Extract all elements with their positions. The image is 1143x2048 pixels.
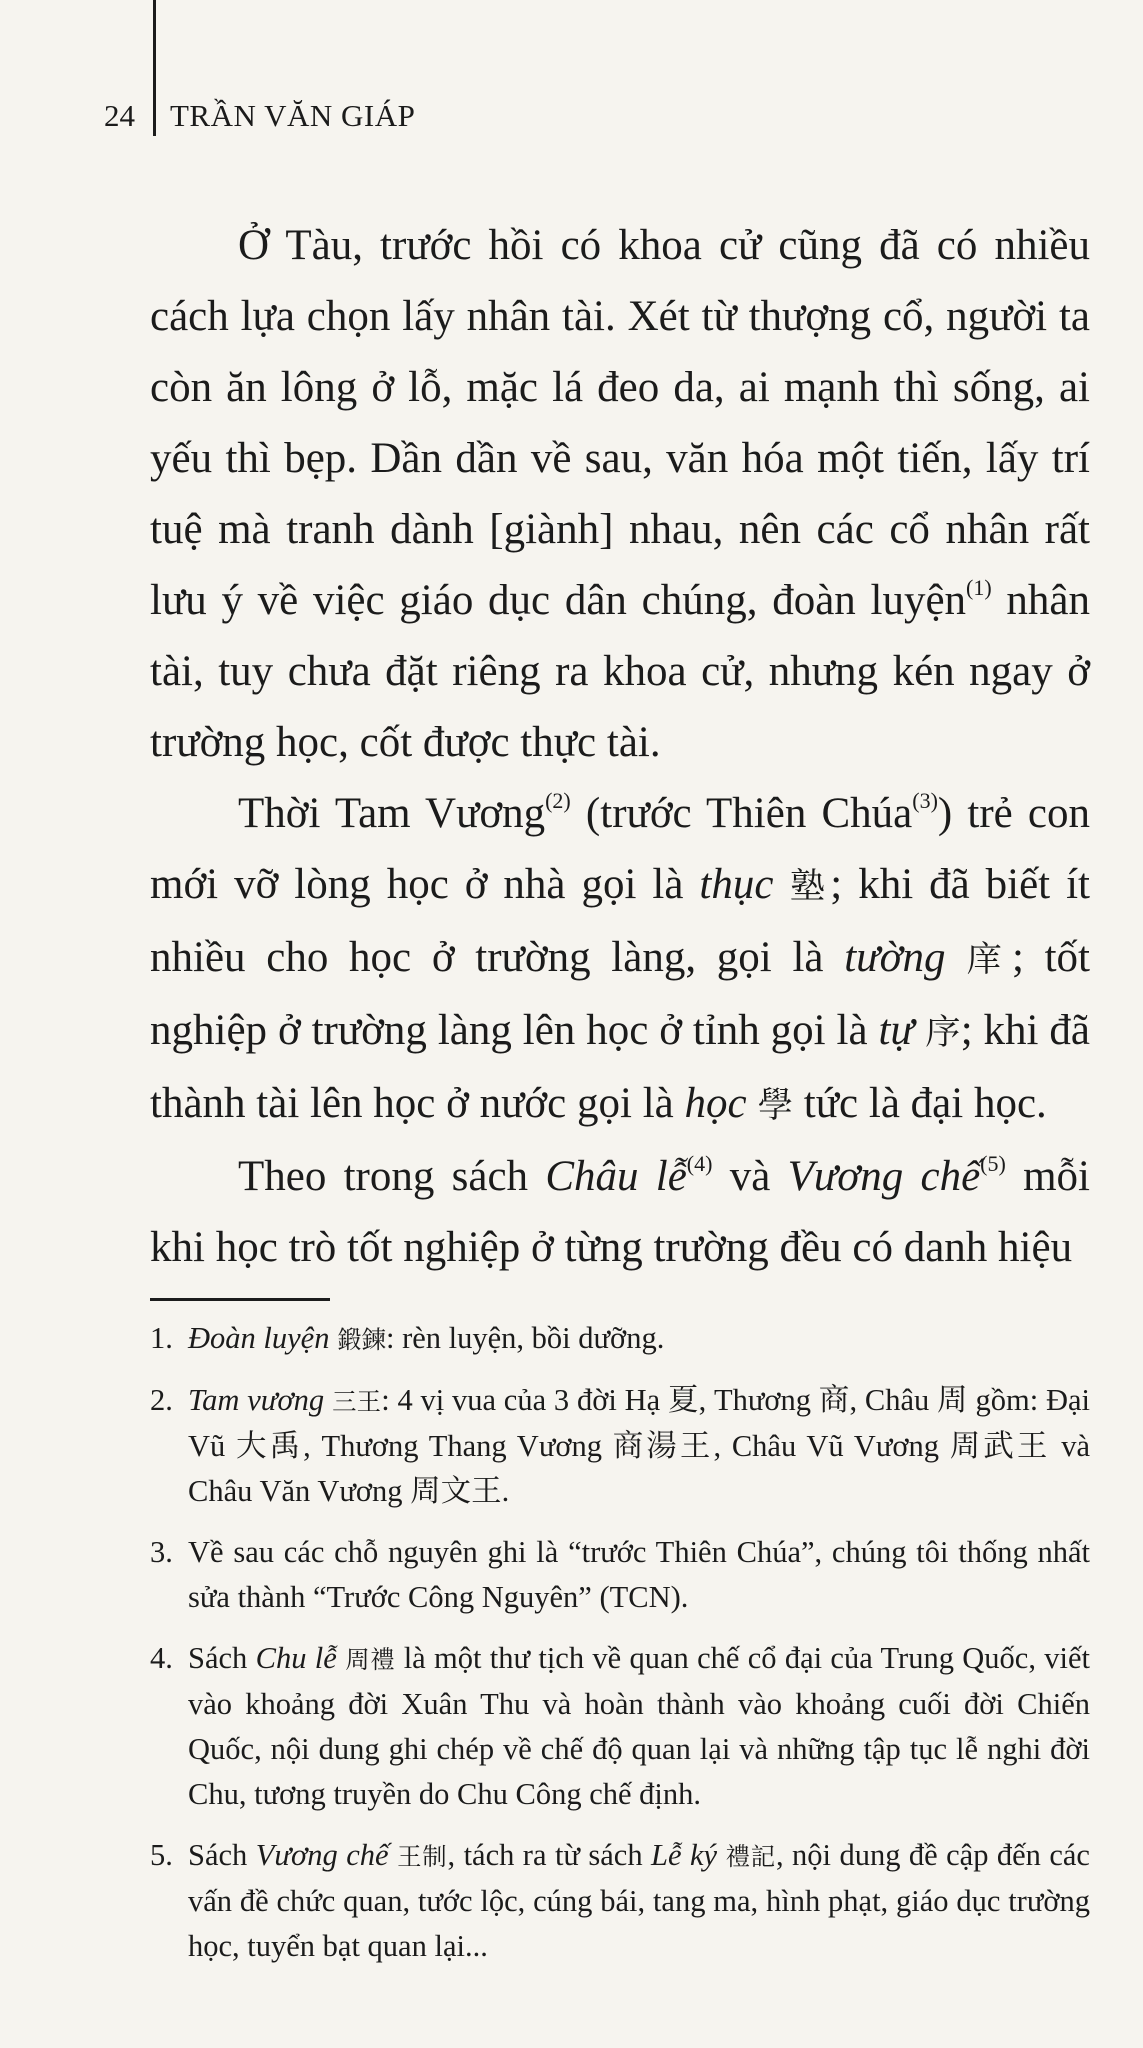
p1-text: Ở Tàu, trước hồi có khoa cử cũng đã có nhiều cách lựa chọn lấy nhân tài. Xét từ thượng cổ, người ta còn ăn lông ở lỗ, mặc lá đeo da, ai mạnh thì sống, ai yếu thì bẹp. Dần dần về sau, văn hóa một tiến, lấy trí tuệ mà tranh dành [giành] nhau, nên các cổ nhân rất lưu ý về việc giáo dục dân chúng, đoàn luyện — [150, 222, 1090, 624]
footnote-prefix: Sách — [188, 1838, 256, 1872]
footnote-text: Về sau các chỗ nguyên ghi là “trước Thiên Chúa”, chúng tôi thống nhất sửa thành “Trước Công Nguyên” (TCN). — [188, 1535, 1090, 1614]
term-vuong-che: Vương chế — [787, 1153, 981, 1200]
footnote-body — [188, 1316, 1090, 1362]
p2-text-e: ; tốt nghiệp ở trường làng lên học ở tỉnh gọi là — [150, 934, 1091, 1054]
body-text — [150, 210, 1090, 1283]
header-rule — [153, 0, 156, 136]
p2-text-c: ) trẻ con mới vỡ lòng học ở nhà gọi là — [150, 790, 1090, 908]
p2-text-a: Thời Tam Vương — [238, 790, 546, 837]
footnote-body — [188, 1833, 1090, 1969]
paragraph-2 — [150, 778, 1090, 1141]
footnote-5 — [150, 1833, 1090, 1969]
footnote-han: 周禮 — [336, 1645, 396, 1674]
term-chau-le: Châu lễ — [545, 1153, 687, 1200]
p3-text-a: Theo trong sách — [238, 1153, 546, 1200]
han-thuc: 塾 — [773, 866, 831, 907]
footnote-han-2: 禮記 — [717, 1842, 776, 1871]
footnote-text-a: , tách ra từ sách — [447, 1838, 652, 1872]
footnote-body — [188, 1378, 1090, 1514]
footnote-text: , nội dung đề cập đến các vấn đề chức quan, tước lộc, cúng bái, tang ma, hình phạt, giáo dục trường học, tuyển bạt quan lại... — [188, 1838, 1090, 1963]
running-head: TRẦN VĂN GIÁP — [170, 98, 416, 133]
footnote-han: 王制 — [388, 1842, 448, 1871]
p2-text-f: ; khi đã thành tài lên học ở nước gọi là — [150, 1007, 1090, 1127]
footnote-text: là một thư tịch về quan chế cổ đại của Trung Quốc, viết vào khoảng đời Xuân Thu và hoàn thành vào khoảng cuối đời Chiến Quốc, nội dung ghi chép về chế độ quan lại và những tập tục lễ nghi đời Chu, tương truyền do Chu Công chế định. — [188, 1641, 1091, 1811]
p2-text-b: (trước Thiên Chúa — [570, 790, 913, 837]
footnote-term: Vương chế — [255, 1838, 389, 1872]
p2-text-g: tức là đại học. — [793, 1080, 1047, 1127]
footnote-term: Đoàn luyện — [188, 1321, 330, 1355]
footnote-2 — [150, 1378, 1090, 1514]
footnote-ref-3: (3) — [912, 788, 938, 813]
p1-tail: nhân tài, tuy chưa đặt riêng ra khoa cử, nhưng kén ngay ở trường học, cốt được thực tài. — [150, 577, 1090, 766]
footnote-1 — [150, 1316, 1090, 1362]
footnote-term-2: Lễ ký — [651, 1838, 718, 1872]
footnote-text: : rèn luyện, bồi dưỡng. — [386, 1321, 665, 1355]
footnote-number: 3. — [150, 1535, 173, 1569]
footnote-han: 鍛鍊 — [329, 1325, 386, 1354]
footnote-number: 2. — [150, 1383, 173, 1417]
footnotes — [150, 1316, 1090, 1985]
page-number: 24 — [104, 98, 135, 133]
footnote-body — [188, 1636, 1090, 1817]
footnote-ref-1: (1) — [966, 575, 992, 600]
paragraph-3 — [150, 1141, 1090, 1283]
term-hoc: học — [684, 1080, 747, 1127]
footnote-text: : 4 vị vua của 3 đời Hạ 夏, Thương 商, Châu 周 gồm: Đại Vũ 大禹, Thương Thang Vương 商湯王, Châu Vũ Vương 周武王 và Châu Văn Vương 周文王. — [188, 1383, 1090, 1508]
footnote-rule — [150, 1298, 330, 1301]
footnote-ref-2: (2) — [545, 788, 571, 813]
footnote-number: 4. — [150, 1641, 173, 1675]
han-tuong: 庠 — [945, 939, 1012, 980]
p3-text-b: và — [712, 1153, 788, 1200]
p2-text-d: ; khi đã biết ít nhiều cho học ở trường làng, gọi là — [150, 861, 1090, 981]
han-tu: 序 — [913, 1012, 961, 1053]
term-tuong: tường — [844, 934, 946, 981]
footnote-4 — [150, 1636, 1090, 1817]
footnote-3 — [150, 1530, 1090, 1620]
footnote-ref-5: (5) — [980, 1151, 1006, 1176]
footnote-term: Tam vương — [188, 1383, 325, 1417]
footnote-number: 5. — [150, 1838, 173, 1872]
han-hoc: 學 — [746, 1085, 794, 1126]
paragraph-1 — [150, 210, 1090, 778]
term-thuc: thục — [699, 861, 774, 908]
term-tu: tự — [878, 1007, 914, 1054]
footnote-number: 1. — [150, 1321, 173, 1355]
p3-text-c: mỗi khi học trò tốt nghiệp ở từng trường đều có danh hiệu — [150, 1153, 1090, 1271]
footnote-term: Chu lễ — [255, 1641, 337, 1675]
footnote-prefix: Sách — [188, 1641, 256, 1675]
footnote-han: 三王 — [324, 1387, 382, 1416]
footnote-ref-4: (4) — [686, 1151, 713, 1176]
